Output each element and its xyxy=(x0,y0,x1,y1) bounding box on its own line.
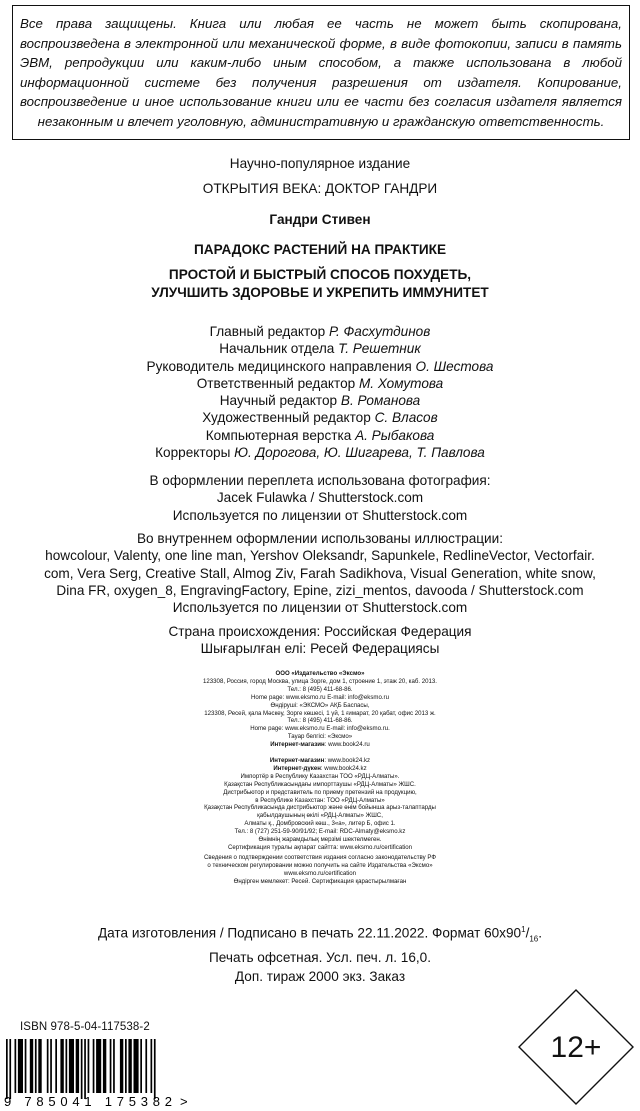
barcode-bar xyxy=(128,1039,131,1093)
barcode-bar xyxy=(88,1039,90,1093)
credit-line: Корректоры Ю. Дорогова, Ю. Шигарева, Т. Павлова xyxy=(155,445,485,461)
credit-line: Главный редактор Р. Фасхутдинов xyxy=(209,324,431,339)
barcode-bar xyxy=(9,1039,11,1099)
barcode-bar xyxy=(120,1039,123,1093)
barcode-bar xyxy=(47,1039,49,1093)
barcode-bar xyxy=(15,1039,17,1093)
barcode-bar xyxy=(25,1039,27,1093)
barcode-image xyxy=(2,1037,192,1109)
age-rating-text: 12+ xyxy=(550,1031,602,1064)
credits-list xyxy=(0,323,640,461)
age-rating-badge xyxy=(517,988,635,1106)
print-date-format: Дата изготовления / Подписано в печать 22.11.2022. Формат $60x90^1/_{16}$. xyxy=(97,925,543,944)
cover-photo-credit: В оформлении переплета использована фотография: Jacek Fulawka / Shutterstock.com Используется по лицензии от Shutterstock.com xyxy=(149,473,491,523)
barcode-bar xyxy=(84,1039,86,1099)
illustrations-credit: Во внутреннем оформлении использованы иллюстрации: howcolour, Valenty, one line man, Yershov Oleksandr, Sapunkele, RedlineVector, Vectorfair. com, Vera Serg, Creative Stall, Almog Ziv, Farah Sadikhova, Visual Generation, white snow, Dina FR, oxygen_8, EngravingFactory, Epine, zizi_mentos, davooda / Shutterstock.com Используется по лицензии от Shutterstock.com xyxy=(44,531,596,616)
barcode-bar xyxy=(55,1039,57,1093)
book-subtitle-line-1: ПРОСТОЙ И БЫСТРЫЙ СПОСОБ ПОХУДЕТЬ, xyxy=(168,267,472,282)
barcode-bar xyxy=(125,1039,127,1093)
barcode-bars xyxy=(6,1039,156,1099)
barcode-bar xyxy=(69,1039,74,1093)
barcode-bar xyxy=(93,1039,95,1093)
barcode-bar xyxy=(113,1039,115,1093)
barcode-bar xyxy=(110,1039,112,1093)
online-shop-ru: Интернет-магазин: www.book24.ru xyxy=(270,741,370,749)
series-name: ОТКРЫТИЯ ВЕКА: ДОКТОР ГАНДРИ xyxy=(202,181,438,196)
edition-type: Научно-популярное издание xyxy=(229,156,411,171)
book-subtitle-line-2: УЛУЧШИТЬ ЗДОРОВЬЕ И УКРЕПИТЬ ИММУНИТЕТ xyxy=(151,285,489,300)
certification-info: Сведения о подтверждении соответствия издания согласно законодательству РФ о техническом регулировании можно получить на сайте Издательства «Эксмо» www.eksmo.ru/certification Өндірген мемлекет: Ресей. Сертификация қарастырылмаған xyxy=(204,854,436,885)
barcode-bar xyxy=(30,1039,33,1093)
barcode-bar xyxy=(38,1039,41,1093)
barcode-bar xyxy=(66,1039,68,1093)
copyright-notice: Все права защищены. Книга или любая ее часть не может быть скопирована, воспроизведена в электронной или механической форме, в виде фотокопии, записи в память ЭВМ, репродукции или каким-либо иным способом, а также использована в любой информационной системе без получения разрешения от издателя. Копирование, воспроизведение и иное использование книги или ее части без согласия издателя является незаконным и влечет уголовную, административную и гражданскую ответственность. xyxy=(12,5,630,140)
barcode-bar xyxy=(35,1039,37,1093)
barcode-bar xyxy=(60,1039,63,1093)
credit-line: Руководитель медицинского направления О. Шестова xyxy=(146,358,494,374)
barcode-bar xyxy=(154,1039,156,1099)
online-shop-kz: Интернет-магазин: www.book24.kz xyxy=(269,757,371,764)
credit-line: Начальник отдела Т. Решетник xyxy=(219,341,421,357)
author-name: Гандри Стивен xyxy=(269,212,371,227)
credit-line: Научный редактор В. Романова xyxy=(219,393,421,409)
isbn-number: ISBN 978-5-04-117538-2 xyxy=(20,1021,150,1033)
importer-info: Интернет-магазин: www.book24.kz Интернет-дүкен: www.book24.kz Импортёр в Республику Казахстан ТОО «РДЦ-Алматы». Қазақстан Республикасындағы импорттаушы «РДЦ-Алматы» ЖШС. Дистрибьютор и представитель по приему претензий на продукцию, в Республике Казахстан: ТОО «РДЦ-Алматы» Қазақстан Республикасында дистрибьютор және өнім бойынша арыз-талаптарды қабылдаушының өкілі «РДЦ-Алматы» ЖШС, Алматы қ., Домбровский көш., 3«а», литер Б, офис 1. Тел.: 8 (727) 251-59-90/91/92; E-mail: RDC-Almaty@eksmo.kz Өнімнің жарамдылық мерзімі шектелмеген. Сертификация туралы ақпарат сайтта: www.eksmo.ru/certification xyxy=(0,757,640,852)
credit-line: Компьютерная верстка А. Рыбакова xyxy=(205,427,435,443)
barcode-bar xyxy=(18,1039,23,1093)
print-details: Дата изготовления / Подписано в печать 22.11.2022. Формат $60x90^1/_{16}$. Печать офсетная. Усл. печ. л. 16,0. Доп. тираж 2000 экз. Заказ xyxy=(0,920,640,986)
book-title: ПАРАДОКС РАСТЕНИЙ НА ПРАКТИКЕ xyxy=(193,242,447,257)
barcode-bar xyxy=(6,1039,8,1099)
barcode-arrow: > xyxy=(180,1094,188,1109)
credit-line: Ответственный редактор М. Хомутова xyxy=(196,375,444,391)
country-of-origin: Страна происхождения: Российская Федерация Шығарылған елі: Ресей Федерациясы xyxy=(168,624,472,657)
barcode-bar xyxy=(140,1039,142,1093)
credit-line: Художественный редактор С. Власов xyxy=(202,410,438,426)
barcode-bar xyxy=(134,1039,139,1093)
barcode-bar xyxy=(151,1039,153,1093)
online-shop-kz-kazakh: Интернет-дүкен: www.book24.kz xyxy=(273,764,367,772)
barcode-bar xyxy=(50,1039,52,1093)
barcode-bar xyxy=(103,1039,106,1093)
barcode-bar xyxy=(76,1039,79,1093)
publisher-info: ООО «Издательство «Эксмо» 123308, Россия, город Москва, улица Зорге, дом 1, строение 1, этаж 20, каб. 2013. Тел.: 8 (495) 411-68-86. Home page: www.eksmo.ru E-mail: info@eksmo.ru Өндіруші: «ЭКСМО» АҚБ Баспасы, 123308, Ресей, қала Мәскеу, Зорге көшесі, 1 үй, 1 ғимарат, 20 қабат, офис 2013 ж. Тел.: 8 (495) 411-68-86. Home page: www.eksmo.ru E-mail: info@eksmo.ru. Тауар белгісі: «Эксмо» Интернет-магазин: www.book24.ru xyxy=(0,670,640,749)
barcode-bar xyxy=(145,1039,147,1093)
barcode-bar xyxy=(96,1039,101,1093)
barcode-bar xyxy=(81,1039,83,1099)
barcode-digits: 9 785041 175382 xyxy=(4,1094,172,1109)
